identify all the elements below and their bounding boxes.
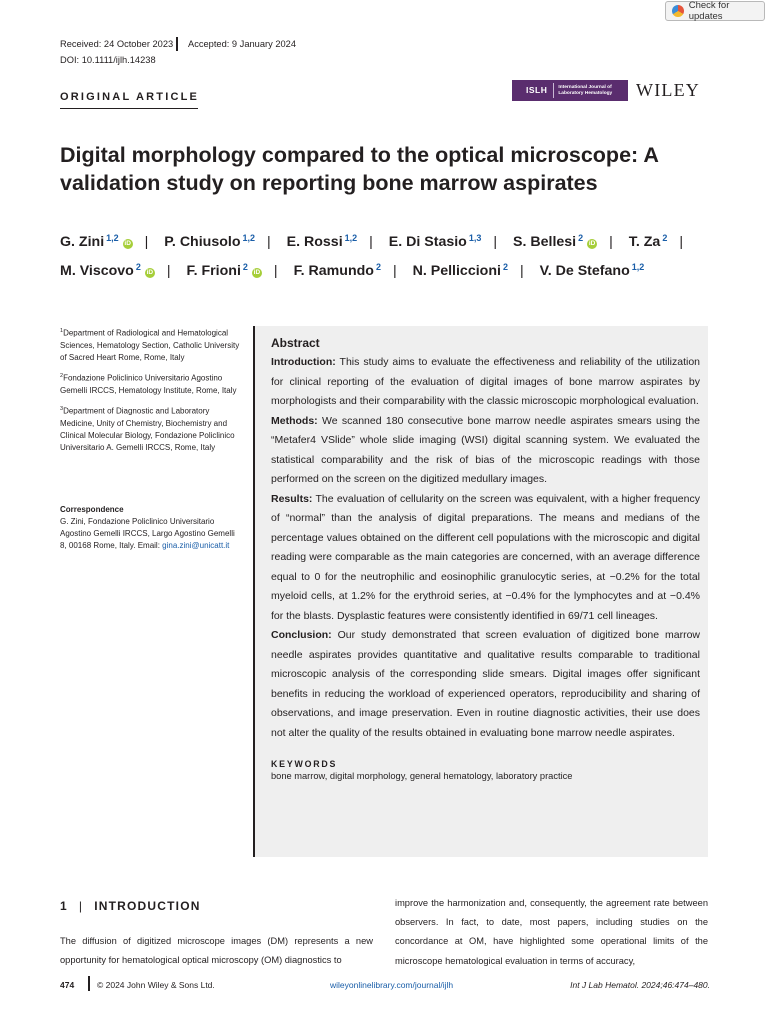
author-separator: | xyxy=(369,234,373,250)
author-affiliation-ref[interactable]: 1,2 xyxy=(344,233,358,243)
author-separator: | xyxy=(273,263,278,279)
correspondence-email-link[interactable]: gina.zini@unicatt.it xyxy=(162,541,230,551)
author-separator: | xyxy=(267,234,271,250)
author-list xyxy=(60,226,720,284)
author-name[interactable]: F. Ramundo $^2$ xyxy=(293,262,381,279)
citation: Int J Lab Hematol. 2024;46:474–480. xyxy=(570,980,710,990)
keywords: bone marrow, digital morphology, general hematology, laboratory practice xyxy=(271,771,573,781)
author-name[interactable]: S. Bellesi $^2$iD xyxy=(513,233,596,250)
correspondence-text: G. Zini, Fondazione Policlinico Universitario Agostino Gemelli IRCCS, Largo Agostino Gemelli 8, 00168 Rome, Italy. Email: gina.zini@unicatt.it xyxy=(60,517,235,551)
author-affiliation-ref[interactable]: 2 xyxy=(242,262,248,272)
correspondence xyxy=(60,504,240,552)
author-affiliation-ref[interactable]: 1,2 xyxy=(242,233,256,243)
author-separator: | xyxy=(519,263,524,279)
abstract-paragraph: Conclusion: Our study demonstrated that screen evaluation of digitized bone marrow needle aspirates provides quantitative and qualitative results comparable to traditional microscopic analysis of the corresponding slide smears. Digital images offer significant benefits in reducing the workload of experienced operators, reproducibility and sharing of observations, and image preservation. Even in routine diagnostic activities, their use does not alter the quality of the results obtained in evaluating bone marrow needle aspirates. xyxy=(271,629,700,739)
intro-paragraph-right: improve the harmonization and, consequently, the agreement rate between observers. In fact, to date, most papers, including studies on the concordance at OM, have highlighted some operational limits of the microscope hematological evaluation in terms of accuracy, xyxy=(395,898,708,966)
orcid-icon[interactable]: iD xyxy=(588,240,596,247)
author-name[interactable]: V. De Stefano $^{1,2}$ xyxy=(539,262,645,279)
journal-logo xyxy=(512,80,628,101)
footer-divider xyxy=(88,976,90,991)
author-affiliation-ref[interactable]: 1,3 xyxy=(468,233,482,243)
affiliations xyxy=(60,325,240,460)
crossmark-icon xyxy=(672,5,684,17)
article-type-underline xyxy=(60,108,198,109)
meta-divider xyxy=(176,37,178,51)
journal-name: International Journal of Laboratory Hematology xyxy=(558,84,613,96)
society-logo-text: ISLH xyxy=(512,83,554,98)
author-name[interactable]: E. Rossi $^{1,2}$ xyxy=(286,233,358,250)
author-separator: | xyxy=(392,263,397,279)
intro-paragraph-left: The diffusion of digitized microscope images (DM) represents a new opportunity for hematological optical microscopy (OM) diagnostics to xyxy=(60,936,373,966)
section-heading-introduction: 1 | INTRODUCTION xyxy=(60,899,201,913)
orcid-icon[interactable]: iD xyxy=(146,269,154,276)
author-name[interactable]: F. Frioni $^2$iD xyxy=(186,262,261,279)
article-type: ORIGINAL ARTICLE xyxy=(60,91,200,103)
author-name[interactable]: P. Chiusolo $^{1,2}$ xyxy=(164,233,256,250)
author-separator: | xyxy=(166,263,171,279)
abstract-paragraph: Results: The evaluation of cellularity on the screen was equivalent, with a higher frequency of “normal” than the analysis of digital preparations. The means and medians of the percentage values obtained on the different cell populations with the microscopic and digital reading were comparable as the main categories are concerned, with an average difference equal to 0 for the neutrophilic and eosinophilic granulocytic series, at −0.2% for the total myeloid cells, at 1.2% for the erythroid series, at −0.4% for the lymphocytes and at −0.4% for the blasts. Dysplastic features were consistently identified in 69/71 cell lineages. xyxy=(271,492,700,622)
author-separator: | xyxy=(493,234,498,250)
orcid-icon[interactable]: iD xyxy=(253,269,261,276)
author-name[interactable]: M. Viscovo $^2$iD xyxy=(60,262,154,279)
article-title: Digital morphology compared to the optical microscope: A validation study on reporting bone marrow aspirates xyxy=(60,143,659,195)
abstract-paragraph: Methods: We scanned 180 consecutive bone marrow needle aspirates smears using the “Metafer4 VSlide” whole slide imaging (WSI) digital scanning system. We evaluated the statistical comparability and the risk of bias of the microscopic readings with those performed on the screen on the digitized medullary images. xyxy=(271,414,701,485)
received-date: Received: 24 October 2023 xyxy=(60,39,174,49)
author-name[interactable]: G. Zini $^{1,2}$iD xyxy=(60,233,131,250)
author-affiliation-ref[interactable]: 2 xyxy=(578,233,584,243)
correspondence-heading: Correspondence xyxy=(60,505,124,514)
affiliation: $^3$Department of Diagnostic and Laboratory Medicine, Unity of Chemistry, Biochemistry and Clinical Molecular Biology, Fondazione Policlinico Universitario A. Gemelli IRCCS, Rome, Italy xyxy=(60,405,235,452)
accepted-date: Accepted: 9 January 2024 xyxy=(188,39,297,49)
abstract-paragraph: Introduction: This study aims to evaluate the effectiveness and reliability of the utilization for clinical reporting of the evaluation of digital images of bone marrow aspirates by morphologists and their comparability with the classic microscopic morphological evaluation. xyxy=(271,356,701,407)
author-separator: | xyxy=(144,234,149,250)
affiliation: $^2$Fondazione Policlinico Universitario Agostino Gemelli IRCCS, Hematology Institute, Rome, Italy xyxy=(60,372,237,395)
author-affiliation-ref[interactable]: 2 xyxy=(662,233,668,243)
author-affiliation-ref[interactable]: 1,2 xyxy=(631,262,645,272)
author-affiliation-ref[interactable]: 2 xyxy=(135,262,141,272)
affiliation: $^1$Department of Radiological and Hematological Sciences, Hematology Section, Catholic University of Sacred Heart Rome, Rome, Italy xyxy=(60,328,240,362)
abstract-box xyxy=(255,326,708,857)
author-affiliation-ref[interactable]: 1,2 xyxy=(106,233,119,243)
publisher-logo: WILEY xyxy=(636,80,700,100)
abstract-section-label: Methods: xyxy=(271,414,318,427)
orcid-icon[interactable]: iD xyxy=(124,240,131,247)
keywords-heading: KEYWORDS xyxy=(271,759,338,769)
journal-url-link[interactable]: wileyonlinelibrary.com/journal/ijlh xyxy=(330,980,454,990)
check-for-updates-label: Check for updates xyxy=(688,0,730,22)
abstract-section-label: Introduction: xyxy=(271,356,336,368)
author-separator: | xyxy=(609,234,613,250)
check-for-updates-button[interactable] xyxy=(665,1,765,21)
copyright: © 2024 John Wiley & Sons Ltd. xyxy=(97,980,215,990)
abstract-section-label: Conclusion: xyxy=(271,629,332,641)
author-affiliation-ref[interactable]: 2 xyxy=(375,262,381,272)
author-separator: | xyxy=(679,234,684,250)
author-name[interactable]: E. Di Stasio $^{1,3}$ xyxy=(388,233,482,250)
abstract-sections xyxy=(271,353,700,743)
abstract-section-label: Results: xyxy=(271,492,313,505)
page-number: 474 xyxy=(60,980,75,990)
author-name[interactable]: N. Pelliccioni $^2$ xyxy=(412,262,508,279)
author-name[interactable]: T. Za $^2$ xyxy=(628,233,668,250)
abstract-heading: Abstract xyxy=(271,336,320,350)
author-affiliation-ref[interactable]: 2 xyxy=(502,262,508,272)
doi[interactable]: DOI: 10.1111/ijlh.14238 xyxy=(60,55,156,65)
